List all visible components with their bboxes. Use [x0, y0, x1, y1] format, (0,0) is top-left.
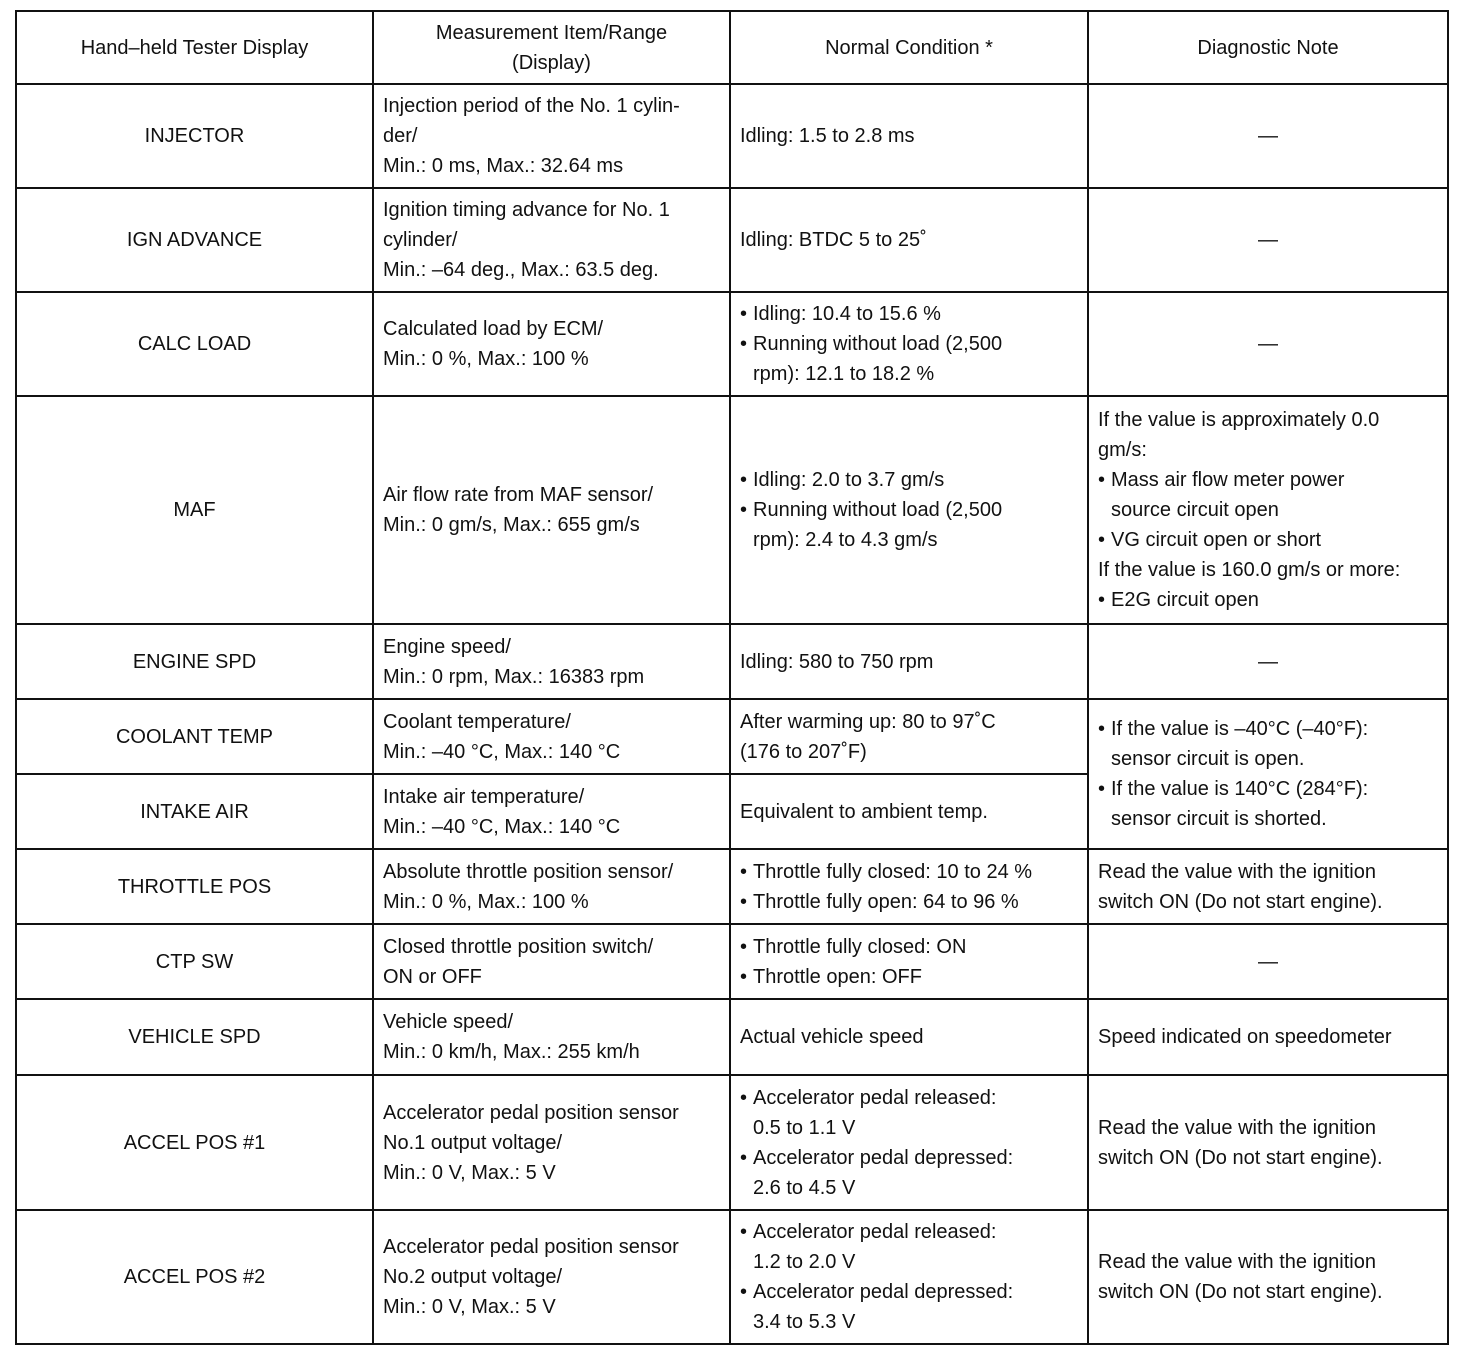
note-cell: Speed indicated on speedometer [1088, 999, 1448, 1075]
header-tester-display: Hand–held Tester Display [16, 11, 373, 84]
table-row [16, 188, 1448, 292]
condition-cell: Equivalent to ambient temp. [730, 774, 1088, 849]
condition-cell: • Accelerator pedal released: 0.5 to 1.1 V • Accelerator pedal depressed: 2.6 to 4.5 V [730, 1075, 1088, 1210]
tester-display-cell: ENGINE SPD [16, 624, 373, 699]
tester-display-cell: CALC LOAD [16, 292, 373, 396]
measurement-cell: Air flow rate from MAF sensor/ Min.: 0 gm/s, Max.: 655 gm/s [373, 396, 730, 624]
note-cell: Read the value with the ignition switch ON (Do not start engine). [1088, 1210, 1448, 1344]
condition-cell: After warming up: 80 to 97˚C (176 to 207˚F) [730, 699, 1088, 774]
table-row [16, 999, 1448, 1075]
condition-cell: • Throttle fully closed: ON • Throttle open: OFF [730, 924, 1088, 999]
tester-display-cell: COOLANT TEMP [16, 699, 373, 774]
header-row [16, 11, 1448, 84]
measurement-cell: Calculated load by ECM/ Min.: 0 %, Max.: 100 % [373, 292, 730, 396]
tester-display-cell: MAF [16, 396, 373, 624]
table-row [16, 849, 1448, 924]
table-row [16, 1210, 1448, 1344]
table-row [16, 396, 1448, 624]
data-list-table [15, 10, 1449, 1345]
note-cell: — [1088, 292, 1448, 396]
table-row [16, 84, 1448, 188]
condition-cell: • Throttle fully closed: 10 to 24 % • Throttle fully open: 64 to 96 % [730, 849, 1088, 924]
measurement-cell: Vehicle speed/ Min.: 0 km/h, Max.: 255 km/h [373, 999, 730, 1075]
tester-display-cell: ACCEL POS #1 [16, 1075, 373, 1210]
table-row [16, 924, 1448, 999]
table-row [16, 699, 1448, 774]
measurement-cell: Accelerator pedal position sensor No.1 output voltage/ Min.: 0 V, Max.: 5 V [373, 1075, 730, 1210]
header-diagnostic-note: Diagnostic Note [1088, 11, 1448, 84]
note-cell: — [1088, 188, 1448, 292]
tester-display-cell: CTP SW [16, 924, 373, 999]
condition-cell: • Accelerator pedal released: 1.2 to 2.0 V • Accelerator pedal depressed: 3.4 to 5.3 V [730, 1210, 1088, 1344]
condition-cell: Idling: 1.5 to 2.8 ms [730, 84, 1088, 188]
measurement-cell: Absolute throttle position sensor/ Min.: 0 %, Max.: 100 % [373, 849, 730, 924]
condition-cell: Idling: BTDC 5 to 25˚ [730, 188, 1088, 292]
note-cell: — [1088, 84, 1448, 188]
note-cell: Read the value with the ignition switch ON (Do not start engine). [1088, 1075, 1448, 1210]
condition-cell: • Idling: 2.0 to 3.7 gm/s • Running without load (2,500 rpm): 2.4 to 4.3 gm/s [730, 396, 1088, 624]
condition-cell: Idling: 580 to 750 rpm [730, 624, 1088, 699]
condition-cell: • Idling: 10.4 to 15.6 % • Running without load (2,500 rpm): 12.1 to 18.2 % [730, 292, 1088, 396]
note-cell: — [1088, 624, 1448, 699]
table-row [16, 292, 1448, 396]
table-row [16, 1075, 1448, 1210]
measurement-cell: Injection period of the No. 1 cylin- der/ Min.: 0 ms, Max.: 32.64 ms [373, 84, 730, 188]
measurement-cell: Closed throttle position switch/ ON or OFF [373, 924, 730, 999]
measurement-cell: Accelerator pedal position sensor No.2 output voltage/ Min.: 0 V, Max.: 5 V [373, 1210, 730, 1344]
note-cell: • If the value is –40°C (–40°F): sensor circuit is open. • If the value is 140°C (284°F): sensor circuit is shorted. [1088, 699, 1448, 849]
tester-display-cell: VEHICLE SPD [16, 999, 373, 1075]
table-row [16, 624, 1448, 699]
note-cell: Read the value with the ignition switch ON (Do not start engine). [1088, 849, 1448, 924]
note-cell: If the value is approximately 0.0 gm/s: • Mass air flow meter power source circuit open • VG circuit open or short If the value is 160.0 gm/s or more: • E2G circuit open [1088, 396, 1448, 624]
tester-display-cell: INJECTOR [16, 84, 373, 188]
header-normal-condition: Normal Condition * [730, 11, 1088, 84]
header-measurement-item: Measurement Item/Range (Display) [373, 11, 730, 84]
measurement-cell: Ignition timing advance for No. 1 cylinder/ Min.: –64 deg., Max.: 63.5 deg. [373, 188, 730, 292]
note-cell: — [1088, 924, 1448, 999]
measurement-cell: Intake air temperature/ Min.: –40 °C, Max.: 140 °C [373, 774, 730, 849]
tester-display-cell: ACCEL POS #2 [16, 1210, 373, 1344]
tester-display-cell: IGN ADVANCE [16, 188, 373, 292]
tester-display-cell: THROTTLE POS [16, 849, 373, 924]
measurement-cell: Engine speed/ Min.: 0 rpm, Max.: 16383 rpm [373, 624, 730, 699]
condition-cell: Actual vehicle speed [730, 999, 1088, 1075]
measurement-cell: Coolant temperature/ Min.: –40 °C, Max.: 140 °C [373, 699, 730, 774]
tester-display-cell: INTAKE AIR [16, 774, 373, 849]
